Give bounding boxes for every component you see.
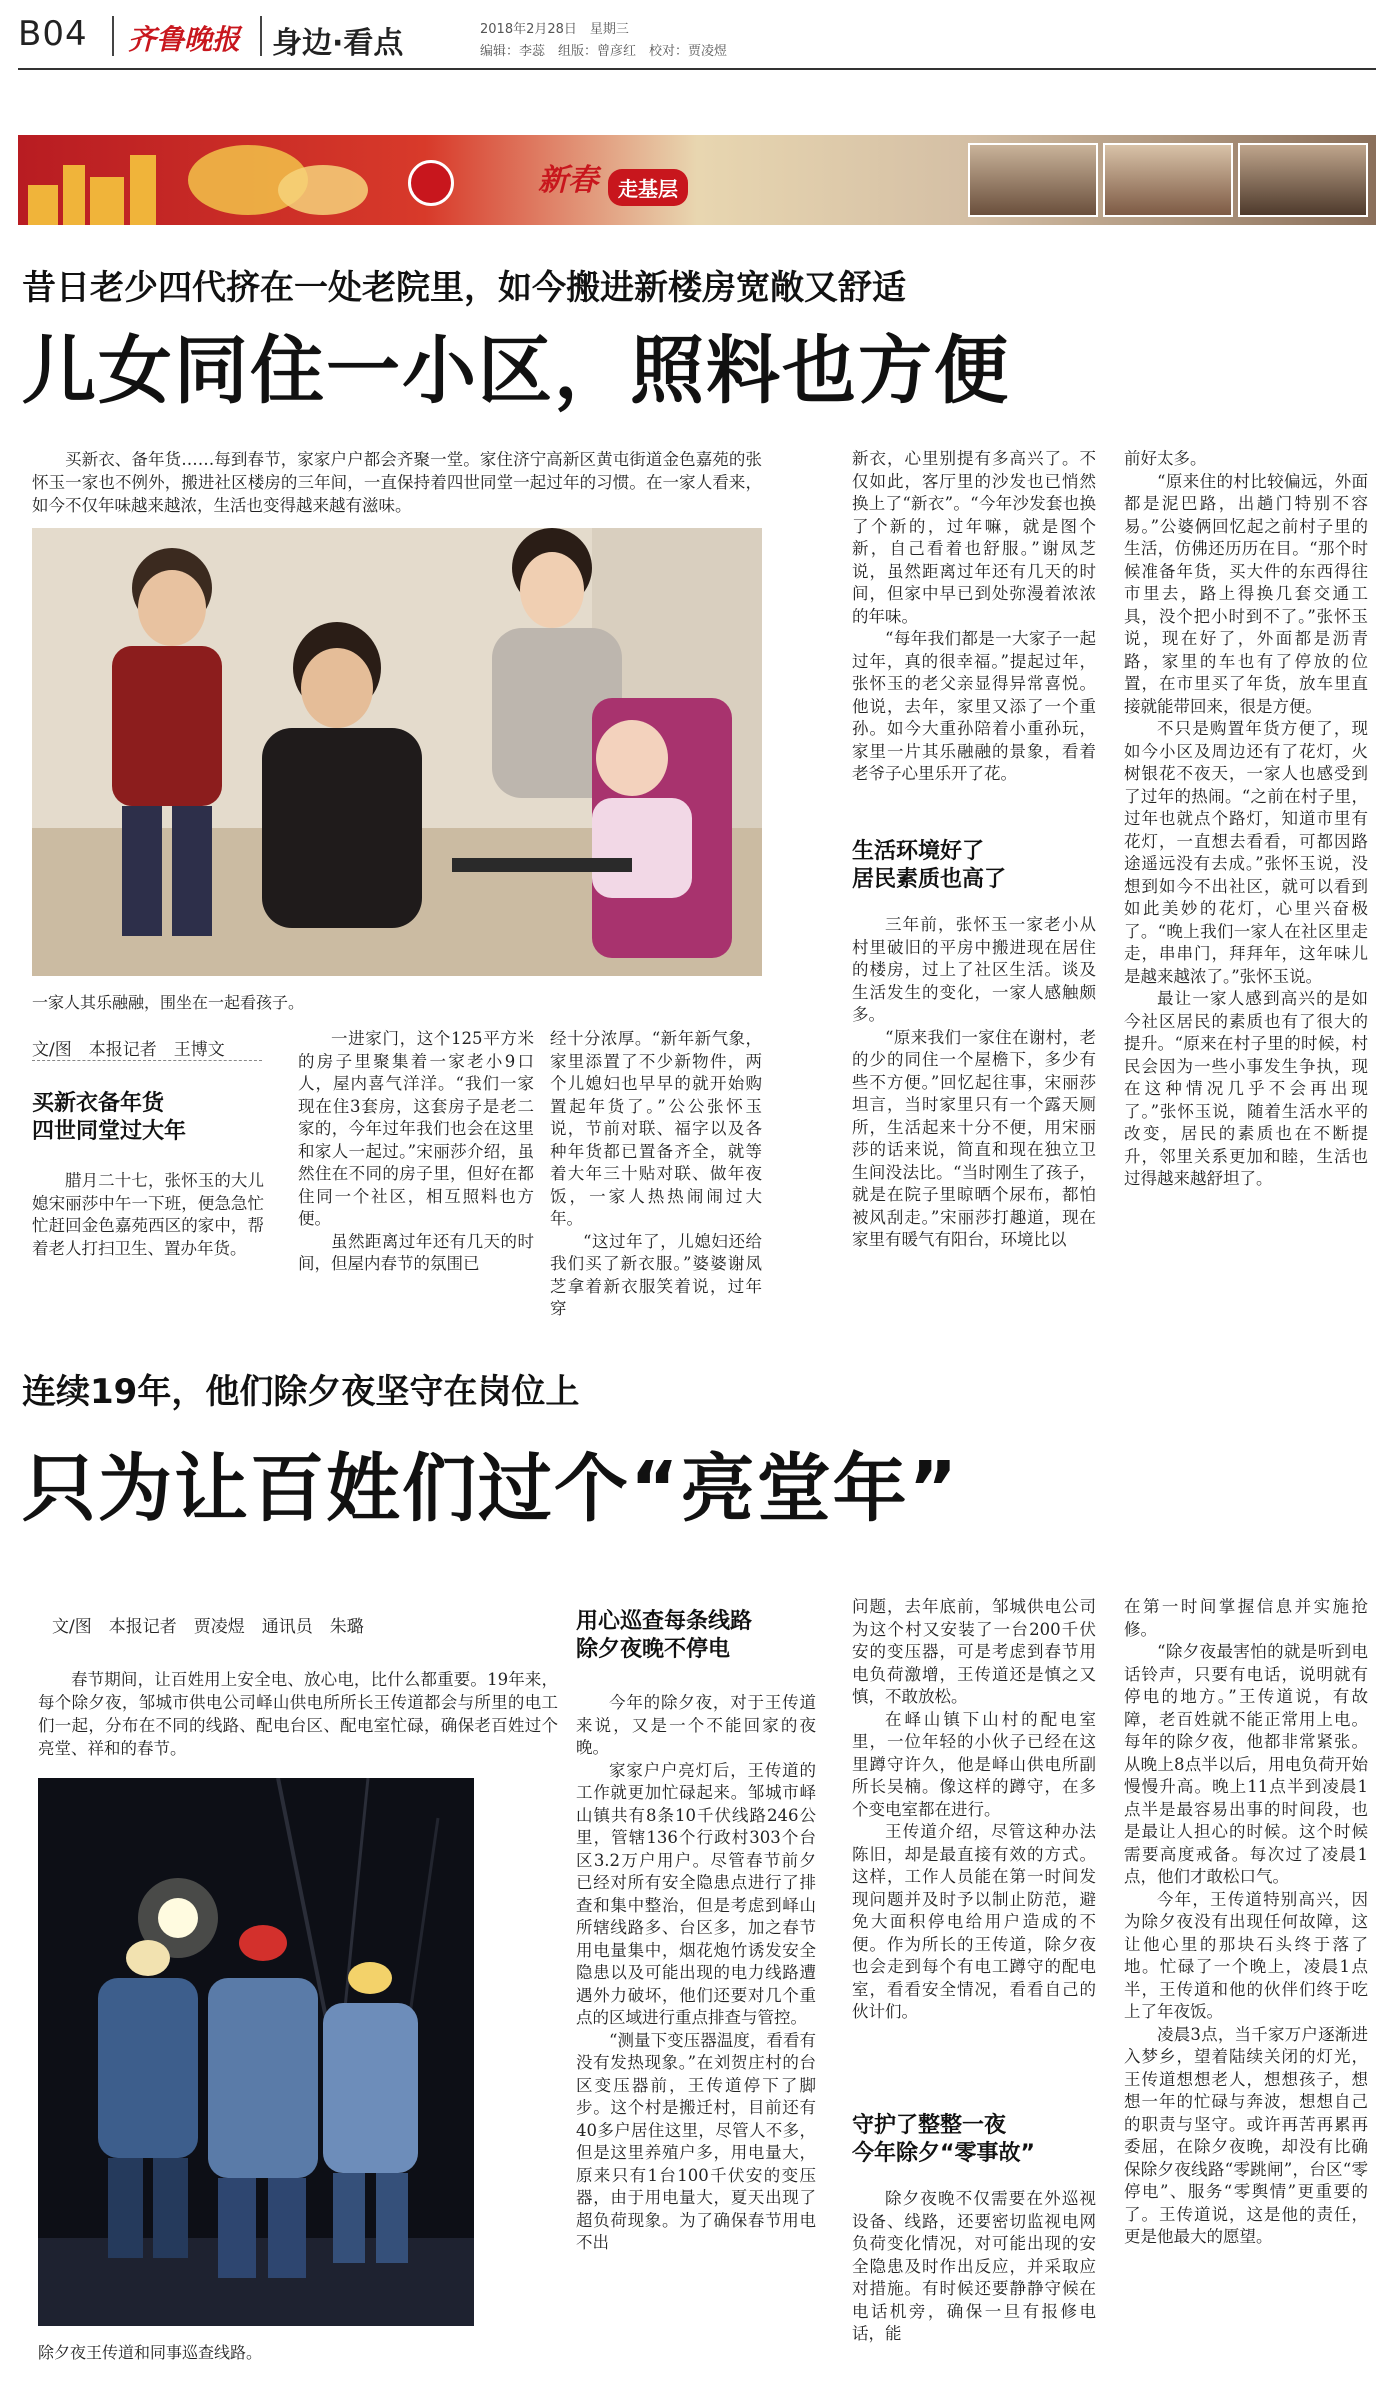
subhead-line: 四世同堂过大年: [32, 1119, 187, 1144]
divider: [112, 16, 114, 56]
divider: [260, 16, 262, 56]
paragraph: 除夕夜晚不仅需要在外巡视设备、线路，还要密切监视电网负荷变化情况，对可能出现的安全隐患及时作出反应，并采取应对措施。有时候还要静静守候在电话机旁，确保一旦有报修电话，能: [852, 2189, 1096, 2343]
page-number: B04: [18, 14, 88, 54]
subhead-line: 居民素质也高了: [852, 867, 1007, 892]
night-patrol-photo-art: [38, 1778, 474, 2326]
paragraph: 三年前，张怀玉一家老小从村里破旧的平房中搬进现在居住的楼房，过上了社区生活。谈及生活发生的变化，一家人感触颇多。: [852, 915, 1096, 1024]
byline-rule: [32, 1060, 262, 1061]
banner-cloud: [278, 165, 368, 215]
paragraph: “每年我们都是一大家子一起过年，真的很幸福。”提起过年，张怀玉的老父亲显得异常喜悦。他说，去年，家里又添了一个重孙。如今大重孙陪着小重孙玩，家里一片其乐融融的景象，看着老爷子心里乐开了花。: [852, 629, 1096, 783]
banner-photo: [968, 143, 1098, 217]
staff-line: 编辑：李蕊 组版：曾彦红 校对：贾凌煜: [480, 44, 728, 59]
family-photo-art: [32, 528, 762, 976]
paragraph: 腊月二十七，张怀玉的大儿媳宋丽莎中午一下班，便急急忙忙赶回金色嘉苑西区的家中，帮着老人打扫卫生、置办年货。: [32, 1171, 264, 1258]
story2-lead: [38, 1668, 558, 1760]
banner-building: [63, 165, 85, 225]
story2-kicker: 连续19年，他们除夕夜坚守在岗位上: [22, 1372, 580, 1412]
paragraph: 家家户户亮灯后，王传道的工作就更加忙碌起来。邹城市峄山镇共有8条10千伏线路246公里，管辖136个行政村303个台区3.2万户用户。尽管春节前夕已经对所有安全隐患点进行了排查和集中整治，但是考虑到峄山所辖线路多、台区多，加之春节用电量集中，烟花炮竹诱发安全隐患以及可能出现的电力线路遭遇外力破坏，他们还要对几个重点的区域进行重点排查与管控。: [576, 1760, 816, 2027]
story1-subhead-1: [32, 1090, 186, 1146]
section-title: 身边·看点: [272, 26, 404, 61]
story1-subhead-2: [852, 838, 1006, 894]
lead-paragraph: 春节期间，让百姓用上安全电、放心电，比什么都重要。19年来，每个除夕夜，邹城市供电公司峄山供电所所长王传道都会与所里的电工们一起，分布在不同的线路、配电台区、配电室忙碌，确保老百姓过个亮堂、祥和的春节。: [38, 1670, 558, 1758]
story2-column-3: [852, 1596, 1096, 2024]
story2-subhead-2: [852, 2112, 1035, 2168]
story2-photo-caption: 除夕夜王传道和同事巡查线路。: [38, 2343, 263, 2362]
story1-lead: [32, 448, 762, 517]
paragraph: “原来住的村比较偏远，外面都是泥巴路，出趟门特别不容易。”公婆俩回忆起之前村子里的生活，仿佛还历历在目。“那个时候准备年货，买大件的东西得往市里去，路上得换几套交通工具，没个把小时到不了。”张怀玉说，现在好了，外面都是沥青路，家里的车也有了停放的位置，在市里买了年货，放车里直接就能带回来，很是方便。: [1124, 471, 1368, 716]
paragraph: 问题，去年底前，邹城供电公司为这个村又安装了一台200千伏安的变压器，可是考虑到春节用电负荷激增，王传道还是慎之又慎，不敢放松。: [852, 1597, 1096, 1706]
banner-title: 新春: [538, 163, 598, 198]
story1-headline: 儿女同住一小区，照料也方便: [22, 328, 1010, 414]
lead-paragraph: 买新衣、备年货……每到春节，家家户户都会齐聚一堂。家住济宁高新区黄屯街道金色嘉苑的张怀玉一家也不例外，搬进社区楼房的三年间，一直保持着四世同堂一起过年的习惯。在一家人看来，如今不仅年味越来越浓，生活也变得越来越有滋味。: [32, 450, 762, 515]
night-patrol-photo: [38, 1778, 474, 2326]
paragraph: 最让一家人感到高兴的是如今社区居民的素质也有了很大的提升。“原来在村子里的时候，村民会因为一些小事发生争执，现在这种情况几乎不会再出现了。”张怀玉说，随着生活水平的改变，居民的素质也在不断提升，邻里关系更加和睦，生活也过得越来越舒坦了。: [1124, 989, 1368, 1188]
paragraph: “这过年了，儿媳妇还给我们买了新衣服。”婆婆谢凤芝拿着新衣服笑着说，过年穿: [550, 1231, 762, 1318]
story2-subhead-1: [576, 1608, 752, 1664]
masthead: [0, 0, 1394, 70]
story1-column-3: [550, 1028, 762, 1321]
paragraph: 在第一时间掌握信息并实施抢修。: [1124, 1597, 1368, 1639]
banner-building: [130, 155, 156, 225]
story2-column-2: [576, 1692, 816, 2255]
subhead-line: 除夕夜晚不停电: [576, 1637, 731, 1662]
paragraph: “除夕夜最害怕的就是听到电话铃声，只要有电话，说明就有停电的地方。”王传道说，有故障，老百姓就不能正常用上电。每年的除夕夜，他都非常紧张。从晚上8点半以后，用电负荷开始慢慢升高。晚上11点半到凌晨1点半是最容易出事的时间段，也是最让人担心的时候。这个时候需要高度戒备。每次过了凌晨1点，他们才敢松口气。: [1124, 1642, 1368, 1886]
banner-tag: 走基层: [608, 169, 688, 206]
banner-photo: [1103, 143, 1233, 217]
subhead-line: 守护了整整一夜: [852, 2113, 1007, 2138]
story2-column-3b: [852, 2188, 1096, 2346]
story2-headline: 只为让百姓们过个“亮堂年”: [22, 1446, 960, 1532]
feature-banner: [18, 135, 1376, 225]
paragraph: 不只是购置年货方便了，现如今小区及周边还有了花灯，火树银花不夜天，一家人也感受到了过年的热闹。“之前在村子里，过年也就点个路灯，知道市里有花灯，一直想去看看，可都因路途遥远没有去成。”张怀玉说，没想到如今不出社区，就可以看到如此美妙的花灯，心里兴奋极了。“晚上我们一家人在社区里走走，串串门，拜拜年，这年味儿是越来越浓了。”张怀玉说。: [1124, 719, 1368, 986]
paragraph: 一进家门，这个125平方米的房子里聚集着一家老小9口人，屋内喜气洋洋。“我们一家现在住3套房，这套房子是老二家的，今年过年我们也会在这里和家人一起过。”宋丽莎介绍，虽然住在不同的房子里，但好在都住同一个社区，相互照料也方便。: [298, 1029, 534, 1228]
story1-column-5: [1124, 448, 1368, 1191]
family-photo: [32, 528, 762, 976]
story1-byline: 文/图 本报记者 王博文: [32, 1040, 225, 1060]
subhead-line: 今年除夕“零事故”: [852, 2141, 1035, 2166]
story1-photo-caption: 一家人其乐融融，围坐在一起看孩子。: [32, 993, 305, 1012]
paper-logo: 齐鲁晚报: [128, 23, 241, 56]
paragraph: “原来我们一家住在谢村，老的少的同住一个屋檐下，多少有些不方便。”回忆起往事，宋丽莎坦言，当时家里只有一个露天厕所，生活起来十分不便，用宋丽莎的话来说，简直和现在独立卫生间没法比。“当时刚生了孩子，就是在院子里晾晒个尿布，都怕被风刮走。”宋丽莎打趣道，现在家里有暖气有阳台，环境比以: [852, 1027, 1096, 1249]
subhead-line: 生活环境好了: [852, 839, 985, 864]
banner-photo: [1238, 143, 1368, 217]
paragraph: 经十分浓厚。“新年新气象，家里添置了不少新物件，两个儿媳妇也早早的就开始购置起年货了。”公公张怀玉说，节前对联、福字以及各种年货都已置备齐全，就等着大年三十贴对联、做年夜饭，一家人热热闹闹过大年。: [550, 1029, 762, 1228]
paragraph: 虽然距离过年还有几天的时间，但屋内春节的氛围已: [298, 1231, 534, 1273]
story1-column-1: [32, 1170, 264, 1260]
subhead-line: 买新衣备年货: [32, 1091, 165, 1116]
date-line: 2018年2月28日 星期三: [480, 22, 629, 37]
story2-column-4: [1124, 1596, 1368, 2249]
masthead-rule: [18, 68, 1376, 70]
banner-building: [28, 185, 58, 225]
story1-column-4b: [852, 914, 1096, 1252]
paragraph: “测量下变压器温度，看看有没有发热现象。”在刘贺庄村的台区变压器前，王传道停下了脚步。这个村是搬迁村，目前还有40多户居住这里，尽管人不多，但是这里养殖户多，用电量大，原来只有1台100千伏安的变压器，由于用电量大，夏天出现了超负荷现象。为了确保春节用电不出: [576, 2030, 816, 2252]
story2-byline: 文/图 本报记者 贾凌煜 通讯员 朱璐: [52, 1617, 364, 1637]
paragraph: 今年，王传道特别高兴，因为除夕夜没有出现任何故障，这让他心里的那块石头终于落了地。忙碌了一个晚上，凌晨1点半，王传道和他的伙伴们终于吃上了年夜饭。: [1124, 1889, 1368, 2021]
paragraph: 今年的除夕夜，对于王传道来说，又是一个不能回家的夜晚。: [576, 1693, 816, 1757]
banner-building: [90, 177, 124, 225]
paragraph: 王传道介绍，尽管这种办法陈旧，却是最直接有效的方式。这样，工作人员能在第一时间发现问题并及时予以制止防范，避免大面积停电给用户造成的不便。作为所长的王传道，除夕夜也会走到每个有电工蹲守的配电室，看看安全情况，看看自己的伙计们。: [852, 1822, 1096, 2021]
story1-column-2: [298, 1028, 534, 1276]
paragraph: 在峄山镇下山村的配电室里，一位年轻的小伙子已经在这里蹲守许久，他是峄山供电所副所长吴楠。像这样的蹲守，在多个变电室都在进行。: [852, 1709, 1096, 1819]
camera-icon: [408, 160, 454, 206]
paragraph: 新衣，心里别提有多高兴了。不仅如此，客厅里的沙发也已悄然换上了“新衣”。“今年沙发套也换了个新的，过年嘛，就是图个新，自己看着也舒服。”谢凤芝说，虽然距离过年还有几天的时间，但家中早已到处弥漫着浓浓的年味。: [852, 449, 1096, 626]
story1-kicker: 昔日老少四代挤在一处老院里，如今搬进新楼房宽敞又舒适: [22, 268, 906, 308]
story1-column-4: [852, 448, 1096, 786]
subhead-line: 用心巡查每条线路: [576, 1609, 753, 1634]
paragraph: 凌晨3点，当千家万户逐渐进入梦乡，望着陆续关闭的灯光，王传道想想老人，想想孩子，想想一年的忙碌与奔波，想想自己的职责与坚守。或许再苦再累再委屈，在除夕夜晚，却没有比确保除夕夜线路“零跳闸”，台区“零停电”、服务“零舆情”更重要的了。王传道说，这是他的责任，更是他最大的愿望。: [1124, 2024, 1368, 2246]
paragraph: 前好太多。: [1124, 449, 1207, 468]
